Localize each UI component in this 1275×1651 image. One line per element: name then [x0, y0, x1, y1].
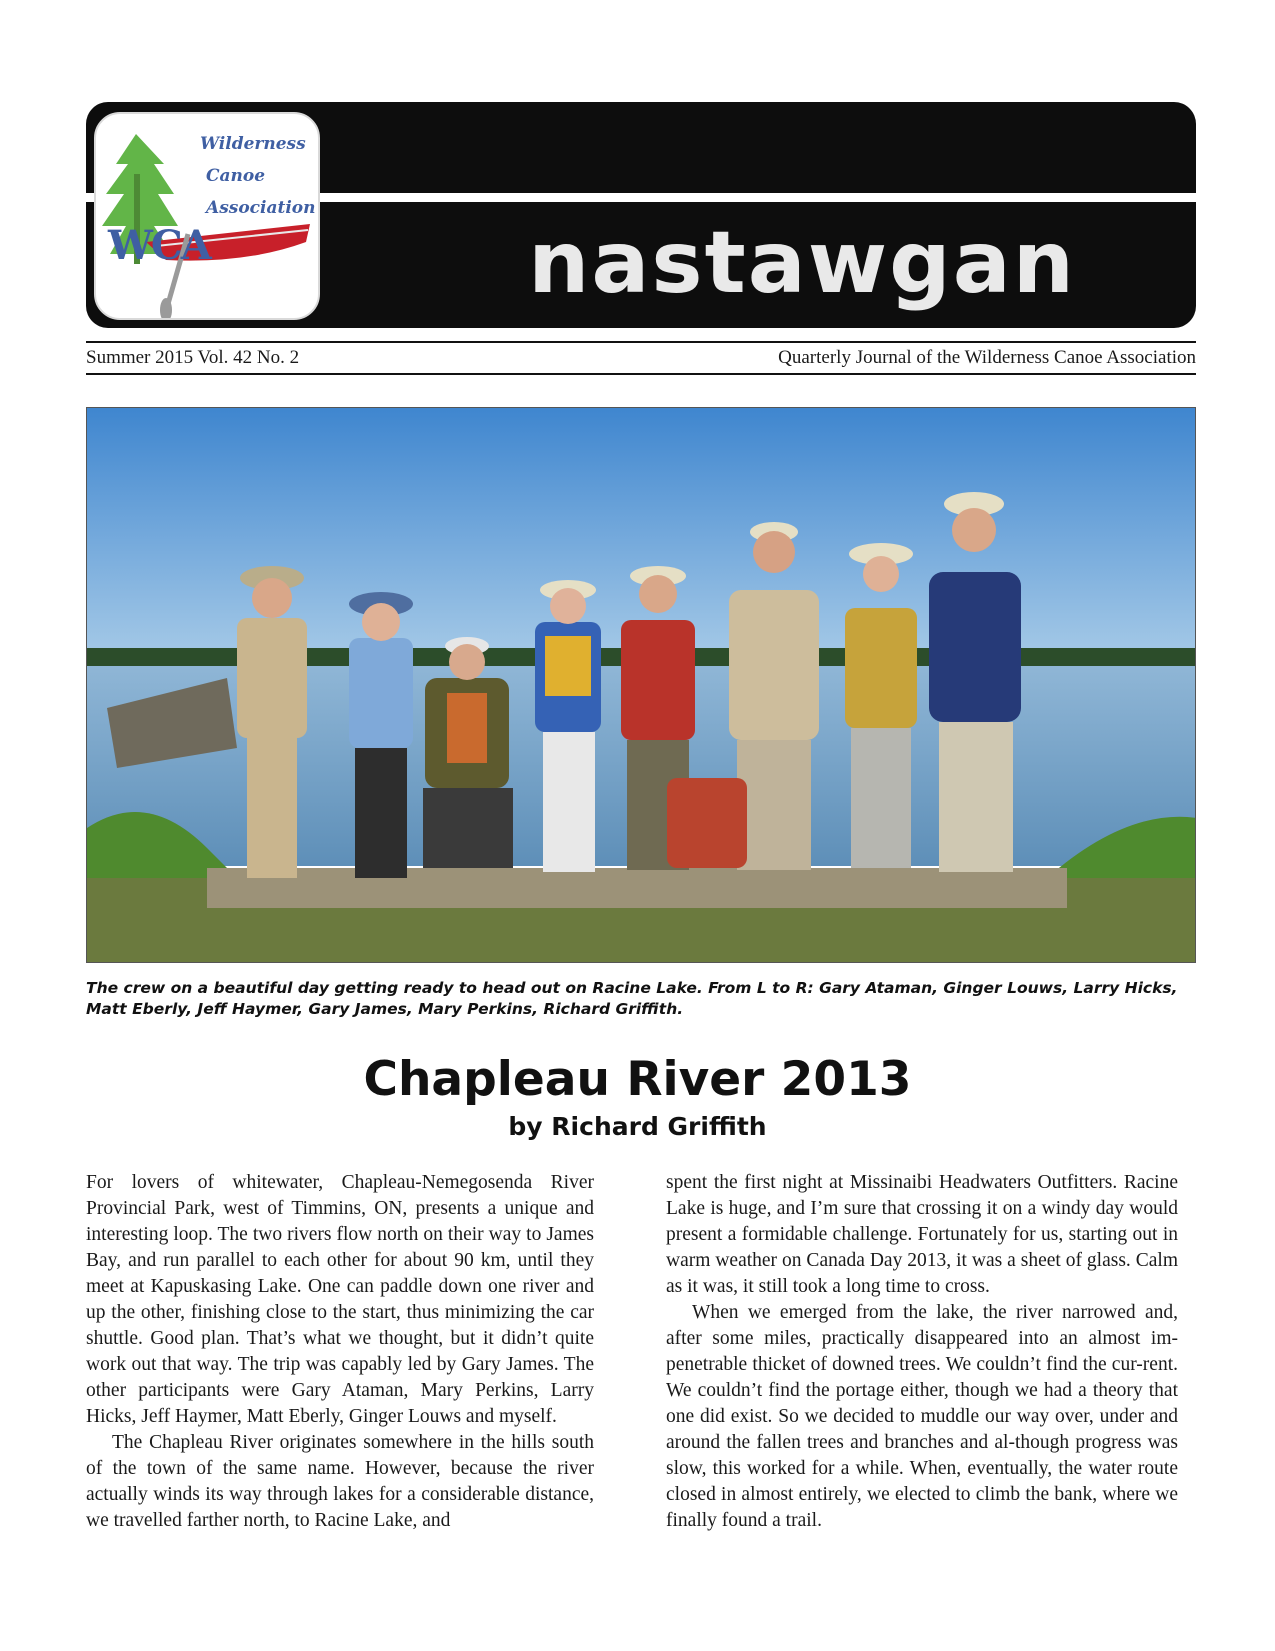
logo-word: Canoe	[206, 166, 266, 186]
paragraph: For lovers of whitewater, Chapleau-Nemegosenda River Provincial Park, west of Timmins, ON, presents a unique and interesting loop. The two rivers flow north on their way to James Bay, and run parallel to each other for about 90 km, until they meet at Kapuskasing Lake. One can paddle down one river and up the other, finishing close to the start, thus minimizing the car shuttle. Good plan. That’s what we thought, but it didn’t quite work out that way. The trip was capably led by Gary James. The other participants were Gary Ataman, Mary Perkins, Larry Hicks, Jeff Haymer, Matt Eberly, Ginger Louws and myself.	[86, 1172, 594, 1427]
issue-rule-top	[86, 341, 1196, 343]
caption-line: The crew on a beautiful day getting ready to head out on Racine Lake. From L to R: Gary Ataman, Ginger Louws, Larry Hicks,	[86, 979, 1178, 997]
article-column-left	[86, 1170, 594, 1534]
journal-tagline: Quarterly Journal of the Wilderness Canoe Association	[778, 347, 1196, 368]
wca-logo	[94, 112, 320, 320]
logo-wordmark	[200, 128, 318, 224]
paragraph: The Chapleau River originates somewhere in the hills south of the town of the same name. However, because the river actually winds its way through lakes for a considerable distance, we travelled farther north, to Racine Lake, and	[86, 1432, 594, 1531]
article-title: Chapleau River 2013	[363, 1052, 912, 1107]
issue-date-volume: Summer 2015 Vol. 42 No. 2	[86, 347, 300, 368]
photo-caption	[86, 978, 1196, 1020]
caption-line: Matt Eberly, Jeff Haymer, Gary James, Mary Perkins, Richard Griffith.	[86, 1000, 684, 1018]
publication-title: nastawgan	[528, 213, 1076, 313]
issue-line	[86, 346, 1196, 370]
paragraph: spent the first night at Missinaibi Headwaters Outfitters. Racine Lake is huge, and I’m sure that crossing it on a windy day would present a formidable challenge. Fortunately for us, starting out in warm weather on Canada Day 2013, it was a sheet of glass. Calm as it was, it still took a long time to cross.	[666, 1172, 1178, 1297]
article-byline: by Richard Griffith	[508, 1112, 767, 1141]
logo-abbrev: WCA	[108, 222, 210, 269]
logo-word: Wilderness	[200, 134, 306, 154]
crew-lake-photo-icon	[87, 408, 1196, 963]
issue-rule-bottom	[86, 373, 1196, 375]
paragraph: When we emerged from the lake, the river narrowed and, after some miles, practically disappeared into an almost im-penetrable thicket of downed trees. We couldn’t find the cur-rent. We couldn’t find the portage either, though we had a theory that one did exist. So we decided to muddle our way over, under and around the fallen trees and branches and al-though progress was slow, this worked for a while. When, eventually, the water route closed in almost entirely, we elected to climb the bank, where we finally found a trail.	[666, 1302, 1178, 1531]
masthead	[86, 102, 1196, 328]
logo-word: Association	[206, 198, 316, 218]
group-photo	[86, 407, 1196, 963]
article-column-right	[666, 1170, 1178, 1534]
